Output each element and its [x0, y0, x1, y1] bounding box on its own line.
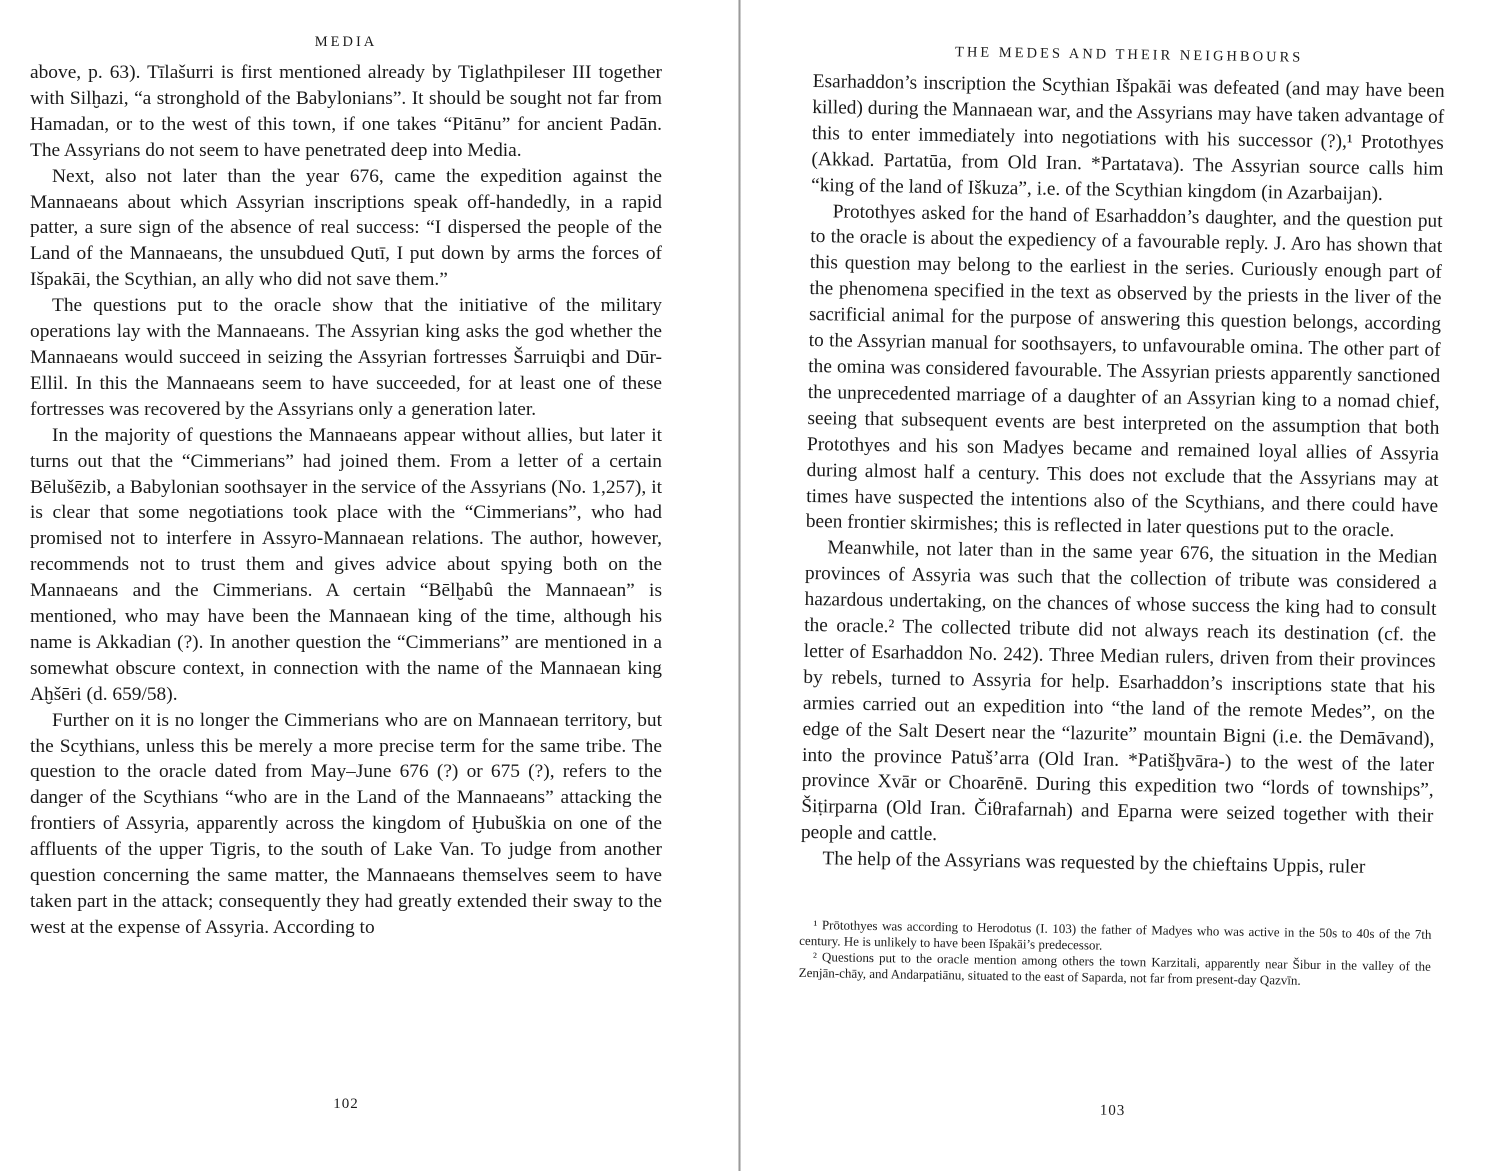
paragraph: Esarhaddon’s inscription the Scythian Išpakāi was defeated (and may have been killed) during the Mannaean war, and the Assyrians may have taken advantage of this to enter immediately into negotiations with his successor (?),¹ Protothyes (Akkad. Partatūa, from Old Iran. *Partatava). The Assyrian source calls him “king of the land of Iškuza”, i.e. of the Scythian kingdom (in Azarbaijan).: [810, 70, 1445, 205]
book-gutter: [738, 0, 741, 1171]
paragraph: The questions put to the oracle show that the initiative of the military operations lay with the Mannaeans. The Assyrian king asks the god whether the Mannaeans would succeed in seizing the Assyrian fortresses Šarruiqbi and Dūr-Ellil. In this the Mannaeans seem to have succeeded, for at least one of these fortresses was recovered by the Assyrians only a generation later.: [30, 295, 662, 420]
right-body-text: [800, 69, 1445, 882]
running-head-right: THE MEDES AND THEIR NEIGHBOURS: [954, 44, 1304, 66]
right-page: [798, 0, 1446, 1120]
paragraph: Further on it is no longer the Cimmerians who are on Mannaean territory, but the Scythians, unless this be merely a more precise term for the same tribe. The question to the oracle dated from May–June 676 (?) or 675 (?), refers to the danger of the Scythians “who are in the Land of the Mannaeans” attacking the frontiers of Assyria, apparently across the kingdom of Ḫubuškia on one of the affluents of the upper Tigris, to the south of Lake Van. To judge from another question concerning the same matter, the Mannaeans themselves seem to have taken part in the attack; consequently they had greatly extended their sway to the west at the expense of Assyria. According to: [30, 709, 662, 938]
footnote: ¹ Prōtothyes was according to Herodotus (I. 103) the father of Madyes who was active in the 50s to 40s of the 7th century. He is unlikely to have been Išpakāi’s predecessor.: [799, 917, 1432, 953]
page-number-left: 102: [333, 1096, 359, 1112]
footnote: ² Questions put to the oracle mention among others the town Karzitali, apparently near Šibur in the valley of the Zenjān-chāy, and Andarpatiānu, situated to the east of Saparda, not far from present-day Qazvīn.: [798, 949, 1432, 988]
running-head-left: MEDIA: [314, 34, 378, 50]
paragraph: above, p. 63). Tīlašurri is first mentioned already by Tiglathpileser III together with Silḫazi, “a stronghold of the Babylonians”. It should be sought not far from Hamadan, or to the west of this town, if one takes “Pitānu” for ancient Padān. The Assyrians do not seem to have penetrated deep into Media.: [30, 62, 662, 161]
paragraph: Protothyes asked for the hand of Esarhaddon’s daughter, and the question put to the oracle is about the expediency of a favourable reply. J. Aro has shown that this question may belong to the earliest in the series. Curiously enough part of the phenomena specified in the text as observed by the priests in the liver of the sacrificial animal for the purpose of answering this question belongs, according to the Assyrian manual for soothsayers, to unfavourable omina. The other part of the omina was considered favourable. The Assyrian priests apparently sanctioned the unprecedented marriage of a daughter of an Assyrian king to a nomad chief, seeing that subsequent events are best interpreted on the assumption that both Protothyes and his son Madyes became and remained loyal allies of Assyria during almost half a century. This does not exclude that the Assyrians may at times have suspected the intentions also of the Scythians, and there could have been frontier skirmishes; this is reflected in later questions put to the oracle.: [805, 200, 1443, 542]
paragraph: The help of the Assyrians was requested by the chieftains Uppis, ruler: [822, 848, 1366, 878]
page-number-right: 103: [1099, 1102, 1126, 1120]
left-body-text: [30, 60, 662, 941]
footnotes: [799, 917, 1432, 991]
paragraph: Next, also not later than the year 676, came the expedition against the Mannaeans about which Assyrian inscriptions speak off-handedly, in a rapid patter, a sure sign of the absence of real success: “I dispersed the people of the Land of the Mannaeans, the unsubdued Qutī, I put down by arms the forces of Išpakāi, the Scythian, an ally who did not save them.”: [30, 165, 662, 291]
paragraph: In the majority of questions the Mannaeans appear without allies, but later it turns out that the “Cimmerians” had joined them. From a letter of a certain Bēlušēzib, a Babylonian soothsayer in the service of the Assyrians (No. 1,257), it is clear that some negotiations took place with the “Cimmerians”, who had promised not to interfere in Assyro-Mannaean relations. The author, however, recommends not to trust them and gives advice about spying both on the Mannaeans and the Cimmerians. A certain “Bēlḫabû the Mannaean” is mentioned, who may have been the Mannaean king of the time, although his name is Akkadian (?). In another question the “Cimmerians” are mentioned in a somewhat obscure context, in connection with the name of the Mannaean king Aḫšēri (d. 659/58).: [30, 424, 662, 705]
paragraph: Meanwhile, not later than in the same year 676, the situation in the Median provinces of Assyria was such that the collection of tribute was considered a hazardous undertaking, on the chances of whose success the king had to consult the oracle.² The collected tribute did not always reach its destination (cf. the letter of Esarhaddon No. 242). Three Median rulers, driven from their provinces by rebels, turned to Assyria for help. Esarhaddon’s inscriptions state that his armies carried out an expedition into “the land of the remote Medes”, on the edge of the Salt Desert near the “lazurite” mountain Bigni (i.e. the Demāvand), into the province Patuš’arra (Old Iran. *Patišḫvāra-) to the west of the later province Xvār or Choarēnē. During this expedition two “lords of townships”, Šiṭirparna (Old Iran. Čiθrafarnah) and Eparna were seized together with their people and cattle.: [800, 537, 1438, 846]
